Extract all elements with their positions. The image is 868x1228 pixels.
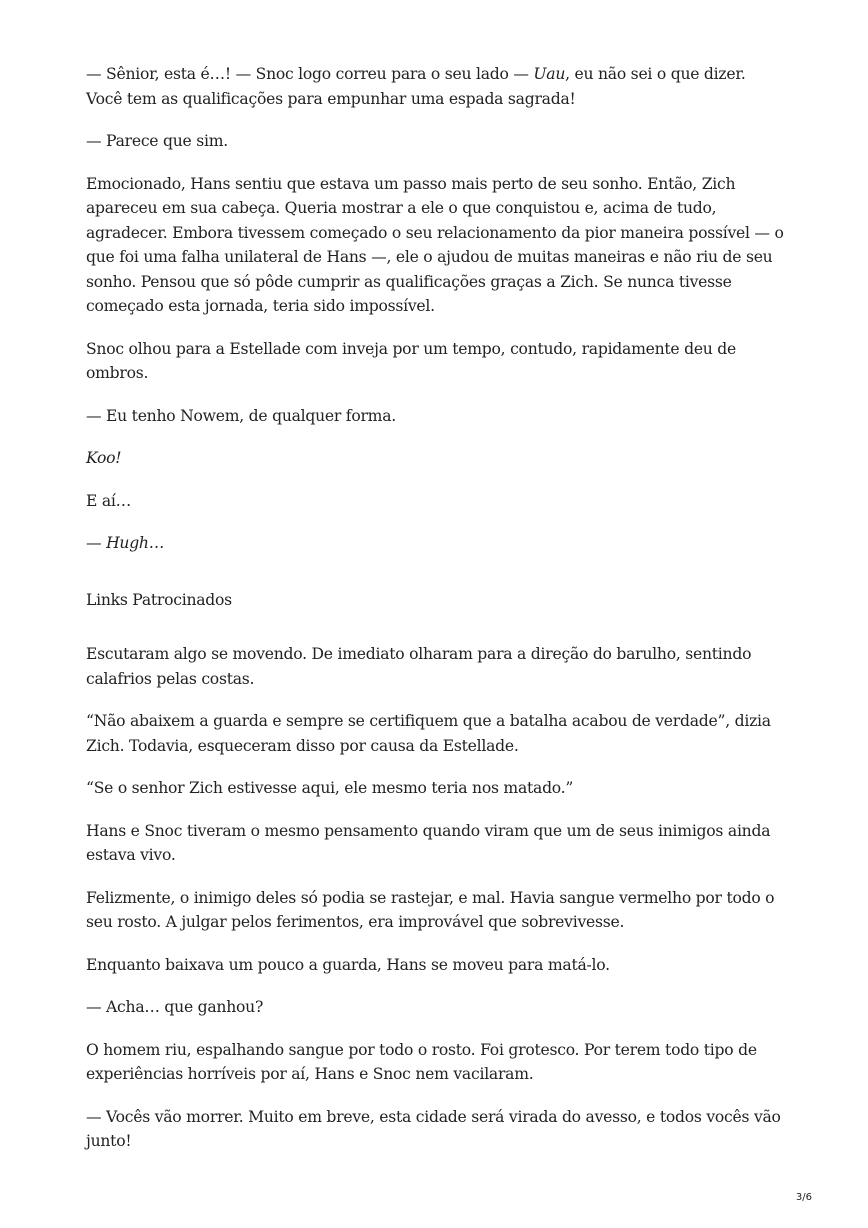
paragraph: Felizmente, o inimigo deles só podia se rastejar, e mal. Havia sangue vermelho por todo o seu rosto. A julgar pelos ferimentos, era improvável que sobrevivesse. bbox=[86, 888, 775, 931]
sponsored-links-label: Links Patrocinados bbox=[86, 590, 232, 609]
paragraph: “Se o senhor Zich estivesse aqui, ele mesmo teria nos matado.” bbox=[86, 779, 574, 797]
paragraph: Hans e Snoc tiveram o mesmo pensamento quando viram que um de seus inimigos ainda estava vivo. bbox=[86, 821, 771, 864]
paragraph: E aí… bbox=[86, 491, 131, 510]
paragraph: Escutaram algo se movendo. De imediato olharam para a direção do barulho, sentindo calafrios pelas costas. bbox=[86, 645, 752, 688]
paragraph: — Parece que sim. bbox=[86, 132, 228, 150]
paragraph: “Não abaixem a guarda e sempre se certifiquem que a batalha acabou de verdade”, dizia Zich. Todavia, esqueceram disso por causa da Estellade. bbox=[86, 712, 771, 755]
paragraph: O homem riu, espalhando sangue por todo o rosto. Foi grotesco. Por terem todo tipo de experiências horríveis por aí, Hans e Snoc nem vacilaram. bbox=[86, 1040, 757, 1083]
paragraph: Emocionado, Hans sentiu que estava um passo mais perto de seu sonho. Então, Zich apareceu em sua cabeça. Queria mostrar a ele o que conquistou e, acima de tudo, agradecer. Embora tivessem começado o seu relacionamento da pior maneira possível — o que foi uma falha unilateral de Hans —, ele o ajudou de muitas maneiras e não riu de seu sonho. Pensou que só pôde cumprir as qualificações graças a Zich. Se nunca tivesse começado esta jornada, teria sido impossível. bbox=[86, 174, 784, 315]
document-body bbox=[86, 62, 786, 1172]
paragraph: — Hugh… bbox=[86, 534, 165, 552]
paragraph: — Acha… que ganhou? bbox=[86, 998, 264, 1016]
paragraph: Snoc olhou para a Estellade com inveja por um tempo, contudo, rapidamente deu de ombros. bbox=[86, 339, 737, 382]
page-number: 3/6 bbox=[795, 1192, 812, 1203]
paragraph: — Sênior, esta é…! — Snoc logo correu para o seu lado — Uau, eu não sei o que dizer. Você tem as qualificações para empunhar uma espada sagrada! bbox=[86, 65, 746, 108]
paragraph: — Vocês vão morrer. Muito em breve, esta cidade será virada do avesso, e todos vocês vão junto! bbox=[86, 1107, 781, 1150]
paragraph: Enquanto baixava um pouco a guarda, Hans se moveu para matá-lo. bbox=[86, 955, 610, 974]
paragraph: Koo! bbox=[86, 449, 122, 467]
paragraph: — Eu tenho Nowem, de qualquer forma. bbox=[86, 406, 396, 425]
